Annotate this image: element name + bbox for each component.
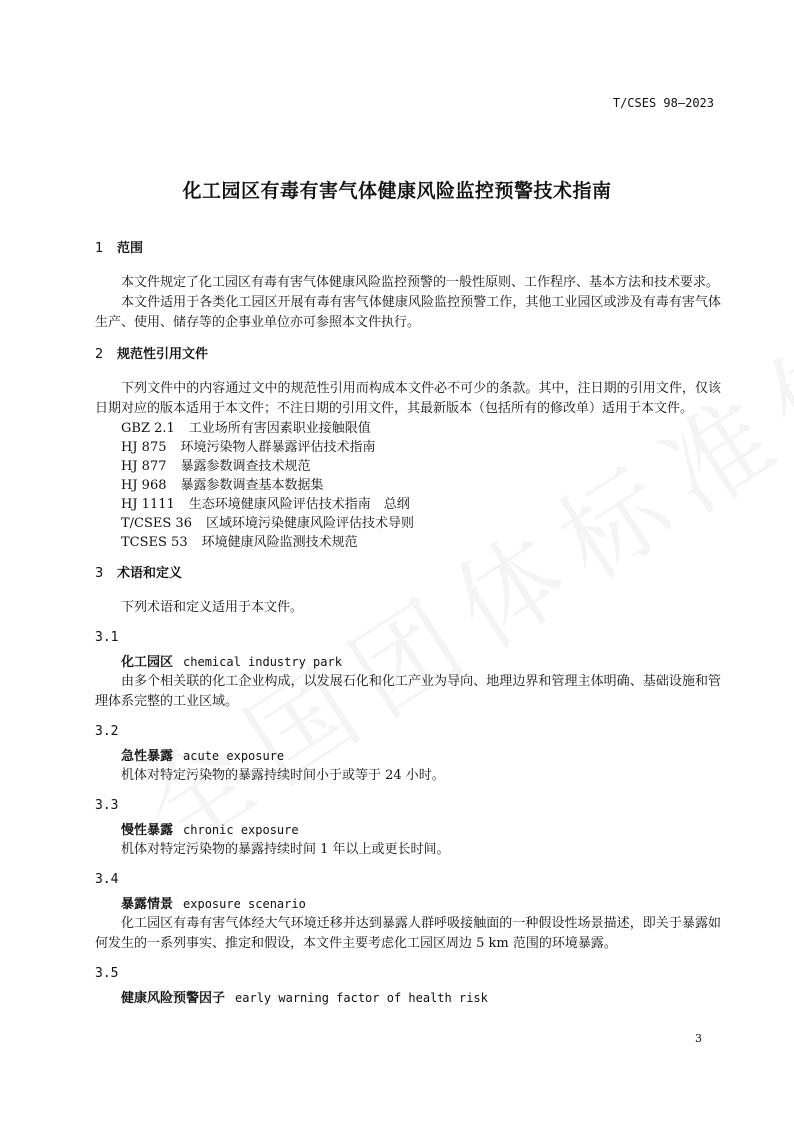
term-english: acute exposure <box>183 749 285 763</box>
term-entry <box>95 747 721 766</box>
term-chinese: 暴露情景 <box>121 897 174 912</box>
reference-item <box>95 514 721 533</box>
section-title: 范围 <box>117 241 144 256</box>
term-english: early warning factor of health risk <box>235 991 488 1005</box>
reference-item <box>95 495 721 514</box>
reference-name: 暴露参数调查基本数据集 <box>180 478 324 493</box>
document-title: 化工园区有毒有害气体健康风险监控预警技术指南 <box>182 180 612 202</box>
term-definition: 机体对特定污染物的暴露持续时间 1 年以上或更长时间。 <box>121 842 450 857</box>
term-entry <box>95 989 721 1008</box>
reference-code: T/CSES 36 <box>121 516 192 531</box>
clause-number: 3.5 <box>95 966 119 981</box>
section-title: 规范性引用文件 <box>117 347 209 362</box>
reference-item <box>95 438 721 457</box>
page-number: 3 <box>695 1032 702 1045</box>
reference-code: GBZ 2.1 <box>121 421 175 436</box>
reference-code: HJ 1111 <box>121 497 175 512</box>
reference-name: 工业场所有害因素职业接触限值 <box>188 421 371 436</box>
reference-item <box>95 476 721 495</box>
clause-number: 3.1 <box>95 630 119 645</box>
clause-number: 3.3 <box>95 798 119 813</box>
scope-paragraph-1: 本文件规定了化工园区有毒有害气体健康风险监控预警的一般性原则、工作程序、基本方法和技术要求。 <box>121 275 720 290</box>
reference-item <box>95 533 721 552</box>
term-chinese: 慢性暴露 <box>121 823 174 838</box>
term-chinese: 健康风险预警因子 <box>121 991 226 1006</box>
scope-paragraph-2: 本文件适用于各类化工园区开展有毒有害气体健康风险监控预警工作，其他工业园区或涉及有毒有害气体生产、使用、储存等的企事业单位亦可参照本文件执行。 <box>95 295 721 330</box>
references-intro: 下列文件中的内容通过文中的规范性引用而构成本文件必不可少的条款。其中，注日期的引用文件，仅该日期对应的版本适用于本文件；不注日期的引用文件，其最新版本（包括所有的修改单）适用于本文件。 <box>95 381 721 416</box>
reference-code: HJ 877 <box>121 459 167 474</box>
term-entry <box>95 895 721 914</box>
reference-item <box>95 419 721 438</box>
section-number: 2 <box>95 347 104 362</box>
term-english: exposure scenario <box>183 897 306 911</box>
clause-number: 3.4 <box>95 872 119 887</box>
term-entry <box>95 653 721 672</box>
reference-name: 区域环境污染健康风险评估技术导则 <box>205 516 414 531</box>
term-chinese: 化工园区 <box>121 655 174 670</box>
reference-name: 环境健康风险监测技术规范 <box>201 535 358 550</box>
section-number: 1 <box>95 241 104 256</box>
terms-intro: 下列术语和定义适用于本文件。 <box>121 600 304 615</box>
term-definition: 由多个相关联的化工企业构成，以发展石化和化工产业为导向、地理边界和管理主体明确、基础设施和管理体系完整的工业区域。 <box>95 674 721 709</box>
term-english: chronic exposure <box>183 823 299 837</box>
section-number: 3 <box>95 566 104 581</box>
section-heading-terms <box>95 564 721 584</box>
reference-name: 暴露参数调查技术规范 <box>180 459 311 474</box>
document-code: T/CSES 98—2023 <box>612 96 714 110</box>
term-english: chemical industry park <box>183 655 342 669</box>
term-entry <box>95 821 721 840</box>
section-title: 术语和定义 <box>117 566 183 581</box>
reference-name: 环境污染物人群暴露评估技术指南 <box>180 440 376 455</box>
reference-item <box>95 457 721 476</box>
section-heading-scope <box>95 239 721 259</box>
term-chinese: 急性暴露 <box>121 749 174 764</box>
clause-number: 3.2 <box>95 724 119 739</box>
term-definition: 机体对特定污染物的暴露持续时间小于或等于 24 小时。 <box>121 768 445 783</box>
section-heading-references <box>95 345 721 365</box>
document-body <box>95 239 721 1008</box>
term-definition: 化工园区有毒有害气体经大气环境迁移并达到暴露人群呼吸接触面的一种假设性场景描述，即关于暴露如何发生的一系列事实、推定和假设，本文件主要考虑化工园区周边 5 km 范围的环境暴露。 <box>95 916 721 951</box>
reference-code: TCSES 53 <box>121 535 188 550</box>
reference-name: 生态环境健康风险评估技术指南 总纲 <box>188 497 410 512</box>
reference-code: HJ 875 <box>121 440 167 455</box>
reference-code: HJ 968 <box>121 478 167 493</box>
